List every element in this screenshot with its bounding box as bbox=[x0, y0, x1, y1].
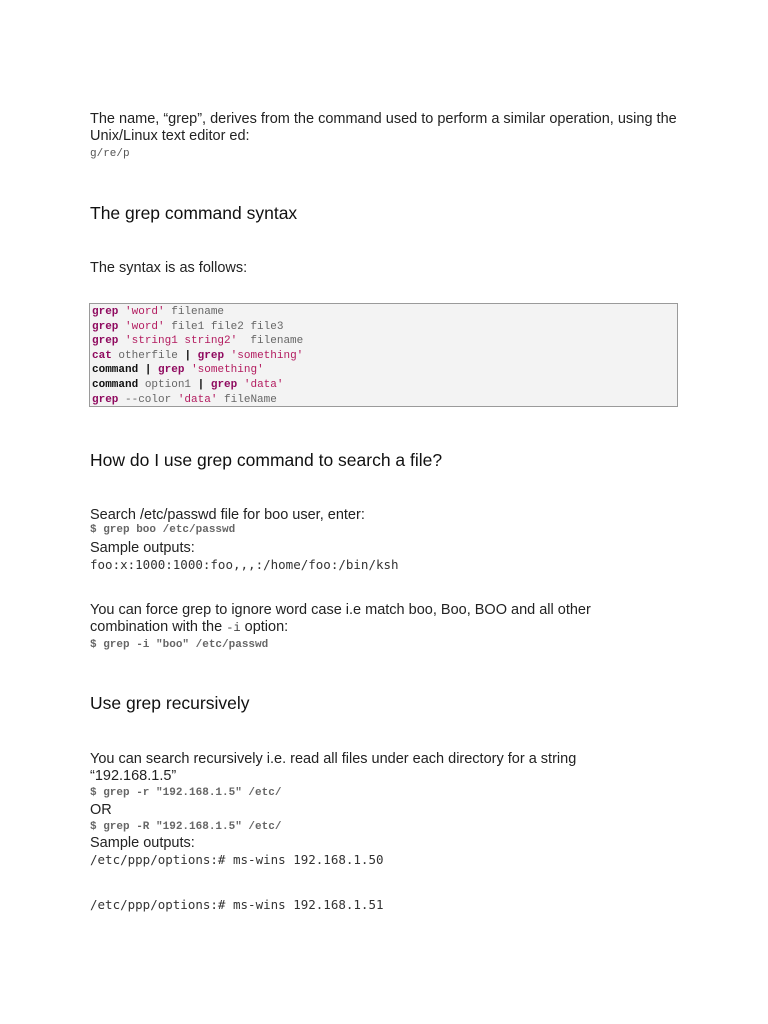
code-token: fileName bbox=[217, 393, 277, 406]
code-token: command bbox=[92, 364, 139, 377]
code-token bbox=[224, 350, 231, 362]
code-token: 'something' bbox=[230, 349, 304, 362]
recursive-sample-label: Sample outputs: bbox=[90, 835, 195, 851]
recursive-output-1: /etc/ppp/options:# ms-wins 192.168.1.50 bbox=[90, 852, 384, 867]
code-token: 'word' bbox=[125, 320, 165, 333]
code-line bbox=[92, 305, 677, 320]
code-token: option1 bbox=[138, 378, 198, 391]
code-token: filename bbox=[237, 335, 304, 348]
code-token bbox=[204, 379, 211, 391]
code-token: 'string1 string2' bbox=[125, 335, 238, 348]
code-token: grep bbox=[92, 320, 119, 333]
code-line bbox=[92, 378, 677, 393]
intro-paragraph: The name, “grep”, derives from the command used to perform a similar operation, using the Unix/Linux text editor ed: bbox=[90, 111, 677, 144]
ignore-case-paragraph bbox=[90, 602, 650, 637]
code-token: 'data' bbox=[177, 393, 218, 406]
ignore-case-text-a: You can force grep to ignore word case i.e match boo, Boo, BOO and all other combination with the bbox=[90, 602, 591, 635]
code-line bbox=[92, 349, 677, 364]
code-token: 'data' bbox=[243, 378, 284, 391]
recursive-output-2: /etc/ppp/options:# ms-wins 192.168.1.51 bbox=[90, 897, 384, 912]
code-token: --color bbox=[118, 393, 178, 406]
code-token: grep bbox=[197, 349, 225, 362]
recursive-heading: Use grep recursively bbox=[90, 693, 250, 713]
code-token: command bbox=[92, 378, 139, 391]
code-line bbox=[92, 320, 677, 335]
search-sample-label: Sample outputs: bbox=[90, 540, 195, 556]
syntax-code-block bbox=[89, 303, 678, 407]
code-line bbox=[92, 393, 677, 408]
recursive-or-label: OR bbox=[90, 802, 112, 818]
code-line bbox=[92, 334, 677, 349]
code-token: grep bbox=[210, 378, 238, 391]
code-token: cat bbox=[92, 349, 112, 362]
intro-code: g/re/p bbox=[90, 148, 130, 160]
ignore-case-flag: -i bbox=[226, 621, 241, 635]
recursive-command-r: $ grep -r "192.168.1.5" /etc/ bbox=[90, 787, 282, 799]
code-token: 'something' bbox=[191, 364, 264, 377]
code-token: otherfile bbox=[111, 349, 185, 362]
search-heading: How do I use grep command to search a file? bbox=[90, 450, 443, 470]
search-command: $ grep boo /etc/passwd bbox=[90, 524, 236, 536]
recursive-text: You can search recursively i.e. read all files under each directory for a string “192.168.1.5” bbox=[90, 751, 577, 784]
code-token bbox=[191, 350, 198, 362]
syntax-intro-text: The syntax is as follows: bbox=[90, 260, 248, 276]
code-token bbox=[237, 379, 244, 391]
code-token: filename bbox=[164, 306, 225, 318]
ignore-case-text-b: option: bbox=[240, 619, 289, 635]
code-token: 'word' bbox=[125, 306, 165, 318]
code-token: | bbox=[144, 364, 152, 377]
code-line bbox=[92, 363, 677, 378]
code-token: | bbox=[197, 378, 205, 391]
code-token: grep bbox=[92, 393, 119, 406]
code-token: grep bbox=[92, 306, 119, 318]
code-token: grep bbox=[92, 335, 119, 348]
code-token: file1 file2 file3 bbox=[164, 320, 284, 333]
ignore-case-command: $ grep -i "boo" /etc/passwd bbox=[90, 639, 269, 651]
code-token: | bbox=[184, 349, 192, 362]
recursive-command-R: $ grep -R "192.168.1.5" /etc/ bbox=[90, 821, 282, 833]
syntax-heading: The grep command syntax bbox=[90, 203, 298, 223]
code-token: grep bbox=[158, 364, 185, 377]
search-output: foo:x:1000:1000:foo,,,:/home/foo:/bin/ksh bbox=[90, 557, 399, 572]
search-text: Search /etc/passwd file for boo user, enter: bbox=[90, 507, 365, 523]
code-token bbox=[138, 364, 145, 376]
